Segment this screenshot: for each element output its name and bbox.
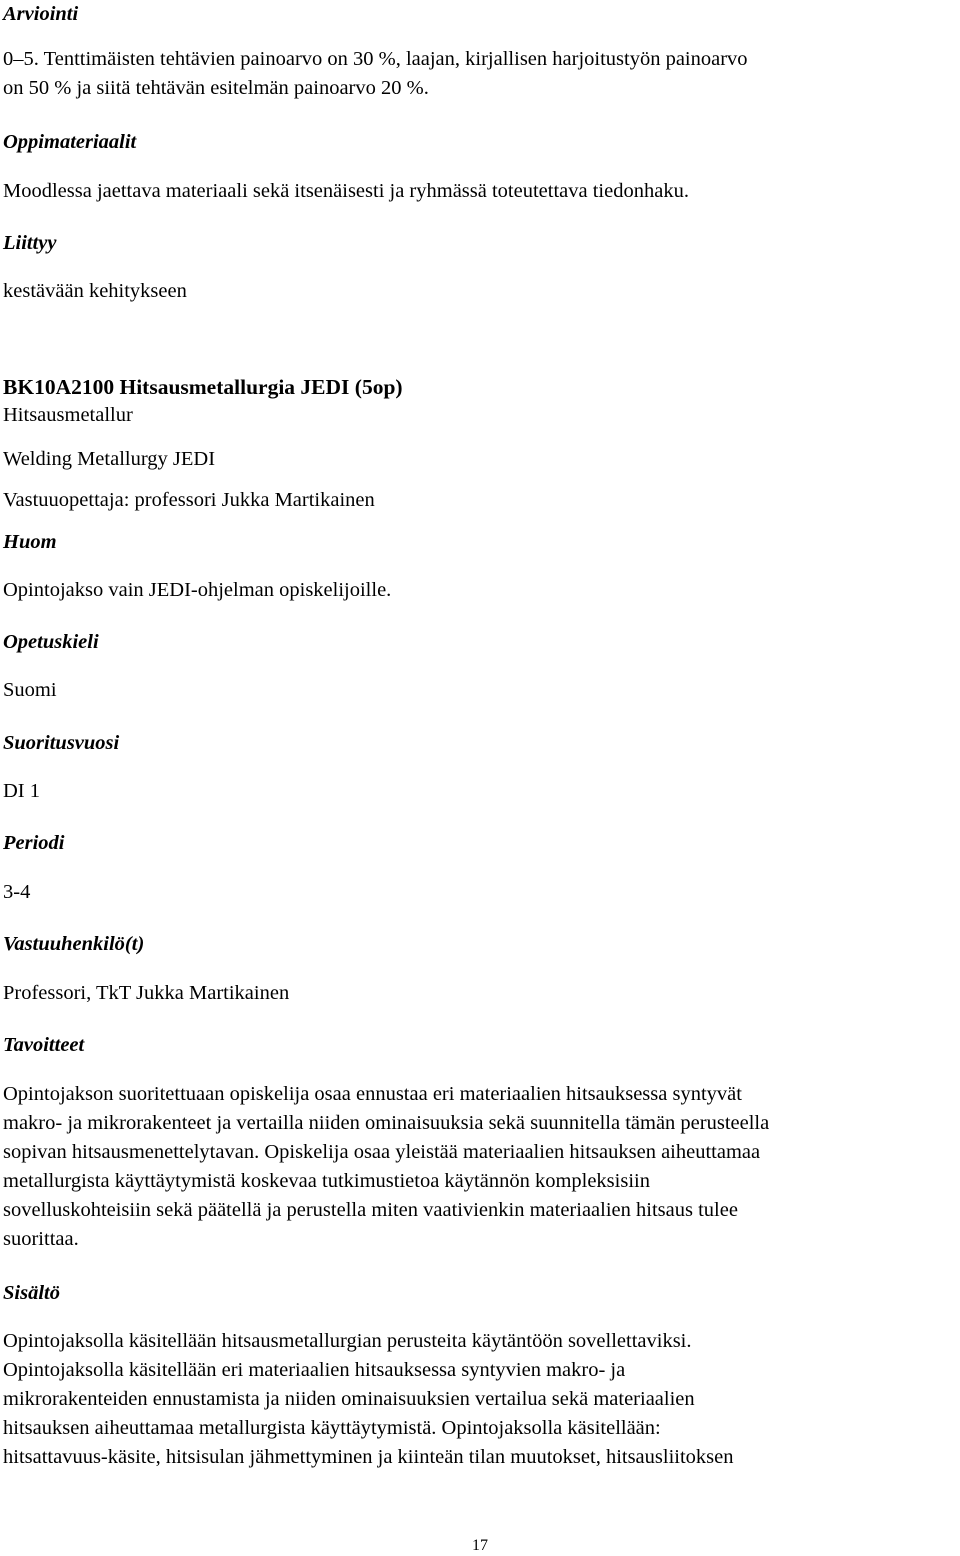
course-title: BK10A2100 Hitsausmetallurgia JEDI (5op) — [3, 375, 403, 399]
heading-sisalto: Sisältö — [3, 1282, 60, 1304]
heading-oppimateriaalit: Oppimateriaalit — [3, 131, 137, 153]
tavoitteet-line-5: sovelluskohteisiin sekä päätellä ja perustella miten vaativienkin materiaalien hitsaus tulee — [3, 1199, 738, 1221]
sisalto-line-4: hitsauksen aiheuttamaa metallurgista käyttäytymistä. Opintojaksolla käsitellään: — [3, 1417, 661, 1439]
oppimateriaalit-text: Moodlessa jaettava materiaali sekä itsenäisesti ja ryhmässä toteutettava tiedonhaku. — [3, 180, 689, 202]
tavoitteet-line-2: makro- ja mikrorakenteet ja vertailla niiden ominaisuuksia sekä suunnitella tämän perusteella — [3, 1112, 770, 1134]
heading-periodi: Periodi — [3, 832, 65, 854]
course-subtitle-fi: Hitsausmetallur — [3, 404, 133, 426]
heading-huom: Huom — [3, 531, 57, 553]
heading-liittyy: Liittyy — [3, 232, 57, 254]
periodi-text: 3-4 — [3, 881, 31, 903]
course-subtitle-en: Welding Metallurgy JEDI — [3, 448, 216, 470]
heading-arviointi: Arviointi — [3, 3, 79, 25]
tavoitteet-line-4: metallurgista käyttäytymistä koskevaa tutkimustietoa käytännön kompleksisiin — [3, 1170, 650, 1192]
sisalto-line-2: Opintojaksolla käsitellään eri materiaalien hitsauksessa syntyvien makro- ja — [3, 1359, 626, 1381]
sisalto-line-1: Opintojaksolla käsitellään hitsausmetallurgian perusteita käytäntöön sovellettaviksi. — [3, 1330, 692, 1352]
tavoitteet-line-1: Opintojakson suoritettuaan opiskelija osaa ennustaa eri materiaalien hitsauksessa syntyvät — [3, 1083, 742, 1105]
opetuskieli-text: Suomi — [3, 679, 57, 701]
heading-vastuuhenkilot: Vastuuhenkilö(t) — [3, 933, 145, 955]
course-teacher: Vastuuopettaja: professori Jukka Martikainen — [3, 489, 375, 511]
sisalto-line-5: hitsattavuus-käsite, hitsisulan jähmettyminen ja kiinteän tilan muutokset, hitsausliitoksen — [3, 1446, 734, 1468]
suoritusvuosi-text: DI 1 — [3, 780, 41, 802]
heading-opetuskieli: Opetuskieli — [3, 631, 99, 653]
heading-tavoitteet: Tavoitteet — [3, 1034, 85, 1056]
sisalto-line-3: mikrorakenteiden ennustamista ja niiden ominaisuuksien vertailua sekä materiaalien — [3, 1388, 695, 1410]
tavoitteet-line-3: sopivan hitsausmenettelytavan. Opiskelija osaa yleistää materiaalien hitsauksen aiheuttamaa — [3, 1141, 761, 1163]
arviointi-line-1: 0–5. Tenttimäisten tehtävien painoarvo on 30 %, laajan, kirjallisen harjoitustyön painoarvo — [3, 48, 748, 70]
liittyy-text: kestävään kehitykseen — [3, 280, 187, 302]
page-number: 17 — [472, 1537, 488, 1554]
huom-text: Opintojakso vain JEDI-ohjelman opiskelijoille. — [3, 579, 392, 601]
arviointi-line-2: on 50 % ja siitä tehtävän esitelmän painoarvo 20 %. — [3, 77, 429, 99]
vastuuhenkilot-text: Professori, TkT Jukka Martikainen — [3, 982, 290, 1004]
heading-suoritusvuosi: Suoritusvuosi — [3, 732, 120, 754]
tavoitteet-line-6: suorittaa. — [3, 1228, 79, 1250]
